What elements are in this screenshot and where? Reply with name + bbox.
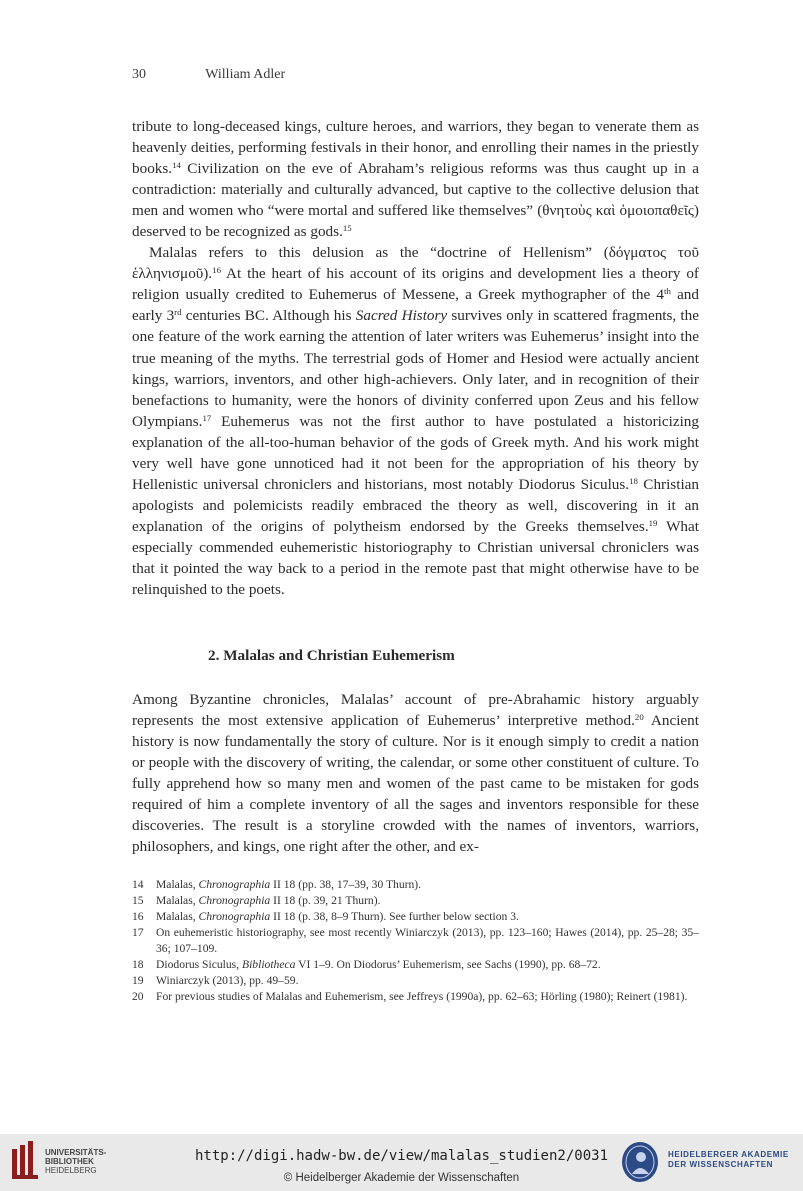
text-run: tribute to long-deceased kings, culture heroes, and warriors, they began to venerate them as heavenly deities, performing festivals in their honor, and enrolling their names in the priestly books. — [132, 118, 699, 178]
body-paragraph — [132, 242, 699, 600]
text-run: Euhemerus was not the first author to have postulated a historicizing explanation of the all-too-human behavior of the gods of Greek myth. And his work might very well have gone unnoticed had it not been for the appropriation of his theory by Hellenistic universal chroniclers and historians, most notably Diodorus Siculus. — [132, 412, 699, 493]
footnotes — [132, 877, 699, 1005]
text-run: VI 1–9. On Diodorus’ Euhemerism, see Sachs (1990), pp. 68–72. — [295, 957, 601, 971]
text-run: II 18 (p. 38, 8–9 Thurn). See further below section 3. — [270, 910, 519, 923]
italic-title: Sacred History — [355, 307, 448, 325]
section-heading: 2. Malalas and Christian Euhemerism — [208, 647, 455, 664]
text-run: II 18 (pp. 38, 17–39, 30 Thurn). — [270, 878, 422, 891]
footnote-reference: 14 — [172, 160, 181, 171]
text-run: centuries BC. Although his — [181, 307, 356, 325]
text-run: Malalas refers to this delusion as the “doctrine of Hellenism” (δόγματος τοῦ ἑλληνισμοῦ). — [132, 244, 699, 283]
text-run: At the heart of his account of its origins and development lies a theory of religion usually credited to Euhemerus of Messene, a Greek mythographer of the 4 — [132, 265, 699, 304]
footnote-number: 20 — [132, 989, 144, 1003]
page-number: 30 — [132, 67, 146, 82]
text-run: Malalas, — [156, 910, 199, 923]
text-run: Civilization on the eve of Abraham’s religious reforms was thus caught up in a contradiction: materially and culturally advanced, but captive to the collective delusion that men and women who “were mortal and suffered like themselves” (θνητοὺς καὶ ὁμοιοπαθεῖς) deserved to be recognized as gods. — [132, 160, 699, 241]
footnote-reference: 19 — [648, 518, 658, 529]
text-run: survives only in scattered fragments, the one feature of the work earning the attention of later writers was Euhemerus’ insight into the true meaning of the myths. The terrestrial gods of Homer and Hesiod were actually ancient kings, warriors, inventors, and other high-achievers. Only later, and in recognition of their benefactions to humanity, were the honors of divinity conferred upon Zeus and his fellow Olympians. — [132, 307, 699, 430]
footnote-reference: 18 — [629, 475, 638, 486]
footnote-reference: 20 — [634, 712, 644, 723]
footnote-number: 15 — [132, 894, 144, 907]
footer-bar — [0, 1134, 803, 1191]
text-run: What especially commended euhemeristic historiography to Christian universal chroniclers was that it pointed the way back to a period in the remote past that might otherwise have to be relinquished to the poets. — [132, 517, 699, 599]
library-name-line: HEIDELBERG — [45, 1166, 97, 1175]
text-run: Ancient history is now fundamentally the story of culture. Nor is it enough simply to credit a nation or people with the discovery of writing, the calendar, or some other constituent of culture. To fully apprehend how so many men and women of the past came to be mistaken for gods required of him a complete inventory of all the sages and inventors responsible for these discoveries. The result is a storyline crowded with the names of inventors, warriors, philosophers, and kings, one right after the other, and ex- — [132, 712, 699, 856]
text-run: Malalas, — [156, 894, 199, 907]
body-paragraph — [132, 116, 699, 242]
italic-title: Chronographia — [198, 878, 271, 891]
text-run: II 18 (p. 39, 21 Thurn). — [270, 894, 381, 907]
footnote-reference: 16 — [212, 265, 221, 276]
footnote — [132, 925, 699, 956]
library-name-line: UNIVERSITÄTS- — [45, 1148, 107, 1157]
footnote — [132, 877, 699, 893]
italic-title: Chronographia — [198, 910, 271, 923]
copyright-notice: © Heidelberger Akademie der Wissenschaften — [283, 1172, 520, 1184]
footnote — [132, 973, 699, 989]
footnote-reference: 15 — [342, 223, 352, 234]
footnote — [132, 989, 699, 1005]
footnote-text — [156, 877, 699, 893]
footnote-text — [156, 957, 699, 973]
footnote-number: 17 — [132, 926, 144, 939]
footnote — [132, 957, 699, 973]
academy-name — [668, 1150, 789, 1170]
italic-title: Chronographia — [198, 894, 271, 907]
footnote — [132, 909, 699, 925]
italic-title: Bibliotheca — [242, 957, 296, 971]
text-run: On euhemeristic historiography, see most recently Winiarczyk (2013), pp. 123–160; Hawes (2014), pp. 25–28; 35–36; 107–109. — [156, 926, 699, 955]
text-run: Among Byzantine chronicles, Malalas’ account of pre-Abrahamic history arguably represents the most extensive application of Euhemerus’ interpretive method. — [132, 691, 699, 730]
running-author: William Adler — [205, 67, 286, 82]
footnote-reference: rd — [174, 307, 182, 318]
academy-name-line: HEIDELBERGER AKADEMIE — [668, 1150, 789, 1159]
running-header — [132, 67, 285, 83]
footnote-text — [156, 973, 699, 989]
text-run: Winiarczyk (2013), pp. 49–59. — [156, 973, 299, 987]
footnote-text — [156, 925, 699, 956]
text-run: and early 3 — [132, 286, 699, 325]
footnote — [132, 893, 699, 909]
footnote-text — [156, 909, 699, 925]
footnote-number: 14 — [132, 878, 144, 891]
hadw-seal-icon[interactable] — [620, 1140, 660, 1184]
text-run: Christian apologists and polemicists readily embraced the theory as well, discovering in it an explanation of the origins of polytheism endorsed by the Greeks themselves. — [132, 475, 699, 535]
body-text-block-1 — [132, 116, 699, 600]
footnote-number: 18 — [132, 957, 144, 971]
footnote-number: 16 — [132, 910, 144, 923]
footnote-reference: th — [664, 286, 671, 297]
academy-name-line: DER WISSENSCHAFTEN — [668, 1160, 774, 1169]
text-run: Malalas, — [156, 878, 199, 891]
text-run: Diodorus Siculus, — [156, 957, 242, 971]
footnote-number: 19 — [132, 973, 144, 987]
footnote-text — [156, 989, 699, 1005]
source-url[interactable]: http://digi.hadw-bw.de/view/malalas_studien2/0031 — [194, 1148, 608, 1164]
body-paragraph — [132, 689, 699, 857]
footnote-reference: 17 — [202, 412, 212, 423]
text-run: For previous studies of Malalas and Euhemerism, see Jeffreys (1990a), pp. 62–63; Hörling (1980); Reinert (1981). — [156, 989, 688, 1003]
footnote-text — [156, 893, 699, 909]
body-text-block-2 — [132, 689, 699, 857]
library-name-line: BIBLIOTHEK — [45, 1157, 94, 1166]
